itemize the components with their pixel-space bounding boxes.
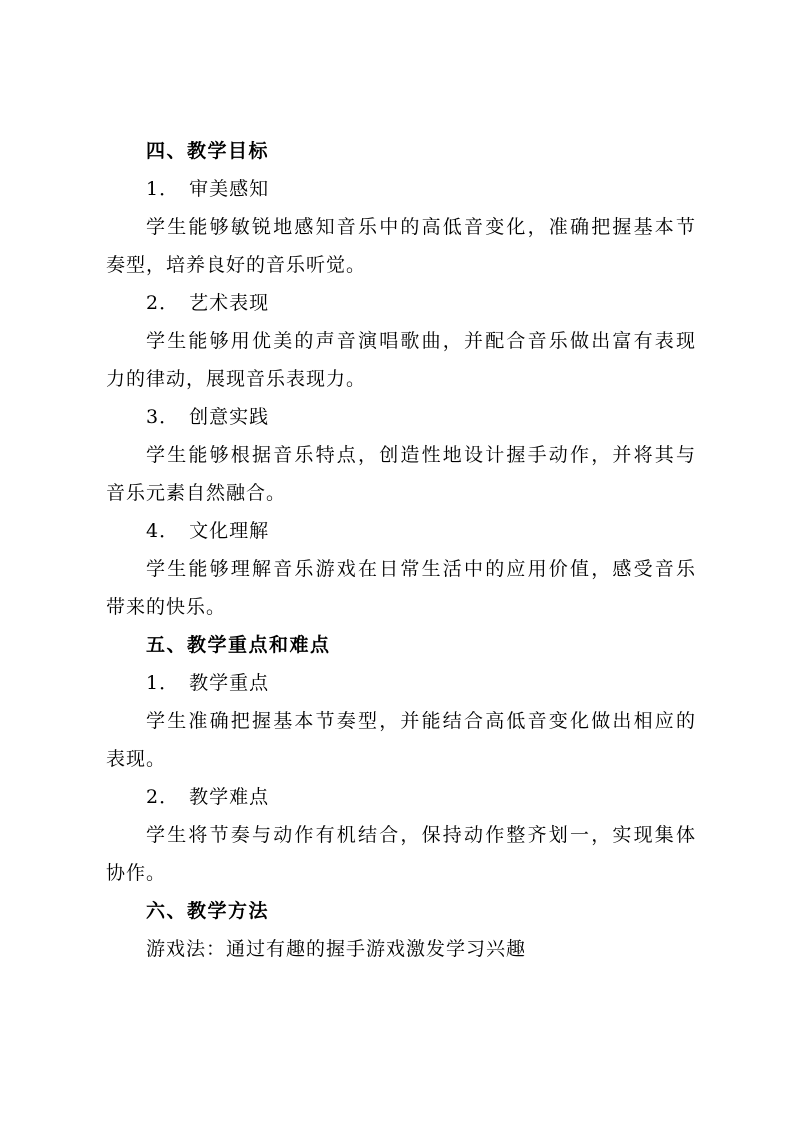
- item-number: 2．: [146, 292, 180, 314]
- subheading-artistic-expression: [106, 284, 696, 322]
- paragraph-line: 力的律动，展现音乐表现力。: [106, 368, 367, 390]
- item-number: 2．: [146, 786, 180, 808]
- subheading-aesthetic-perception: [106, 170, 696, 208]
- paragraph-line: 学生能够用优美的声音演唱歌曲，并配合音乐做出富有表现: [146, 330, 696, 352]
- document-page: [106, 132, 696, 968]
- subheading-teaching-focus: [106, 664, 696, 702]
- item-number: 3．: [146, 406, 180, 428]
- paragraph-line: 学生准确把握基本节奏型，并能结合高低音变化做出相应的: [146, 710, 696, 732]
- paragraph-line: 学生能够理解音乐游戏在日常生活中的应用价值，感受音乐: [146, 558, 696, 580]
- item-label: 创意实践: [189, 406, 270, 428]
- section-heading-key-points: 五、教学重点和难点: [146, 634, 331, 656]
- item-label: 文化理解: [189, 520, 270, 542]
- item-label: 教学难点: [189, 786, 270, 808]
- item-number: 4．: [146, 520, 180, 542]
- paragraph-line: 协作。: [106, 862, 167, 884]
- subheading-cultural-understanding: [106, 512, 696, 550]
- item-label: 教学重点: [189, 672, 270, 694]
- item-number: 1．: [146, 178, 180, 200]
- paragraph-line: 学生能够敏锐地感知音乐中的高低音变化，准确把握基本节: [146, 216, 696, 238]
- paragraph-line: 带来的快乐。: [106, 596, 227, 618]
- item-label: 艺术表现: [189, 292, 270, 314]
- subheading-creative-practice: [106, 398, 696, 436]
- paragraph-line: 游戏法：通过有趣的握手游戏激发学习兴趣: [146, 938, 527, 960]
- item-label: 审美感知: [189, 178, 270, 200]
- paragraph-line: 学生能够根据音乐特点，创造性地设计握手动作，并将其与: [146, 444, 696, 466]
- paragraph-line: 奏型，培养良好的音乐听觉。: [106, 254, 367, 276]
- item-number: 1．: [146, 672, 180, 694]
- section-heading-teaching-goals: 四、教学目标: [146, 140, 270, 162]
- paragraph-line: 音乐元素自然融合。: [106, 482, 287, 504]
- paragraph-line: 学生将节奏与动作有机结合，保持动作整齐划一，实现集体: [146, 824, 696, 846]
- subheading-teaching-difficulty: [106, 778, 696, 816]
- section-heading-teaching-methods: 六、教学方法: [146, 900, 270, 922]
- paragraph-line: 表现。: [106, 748, 167, 770]
